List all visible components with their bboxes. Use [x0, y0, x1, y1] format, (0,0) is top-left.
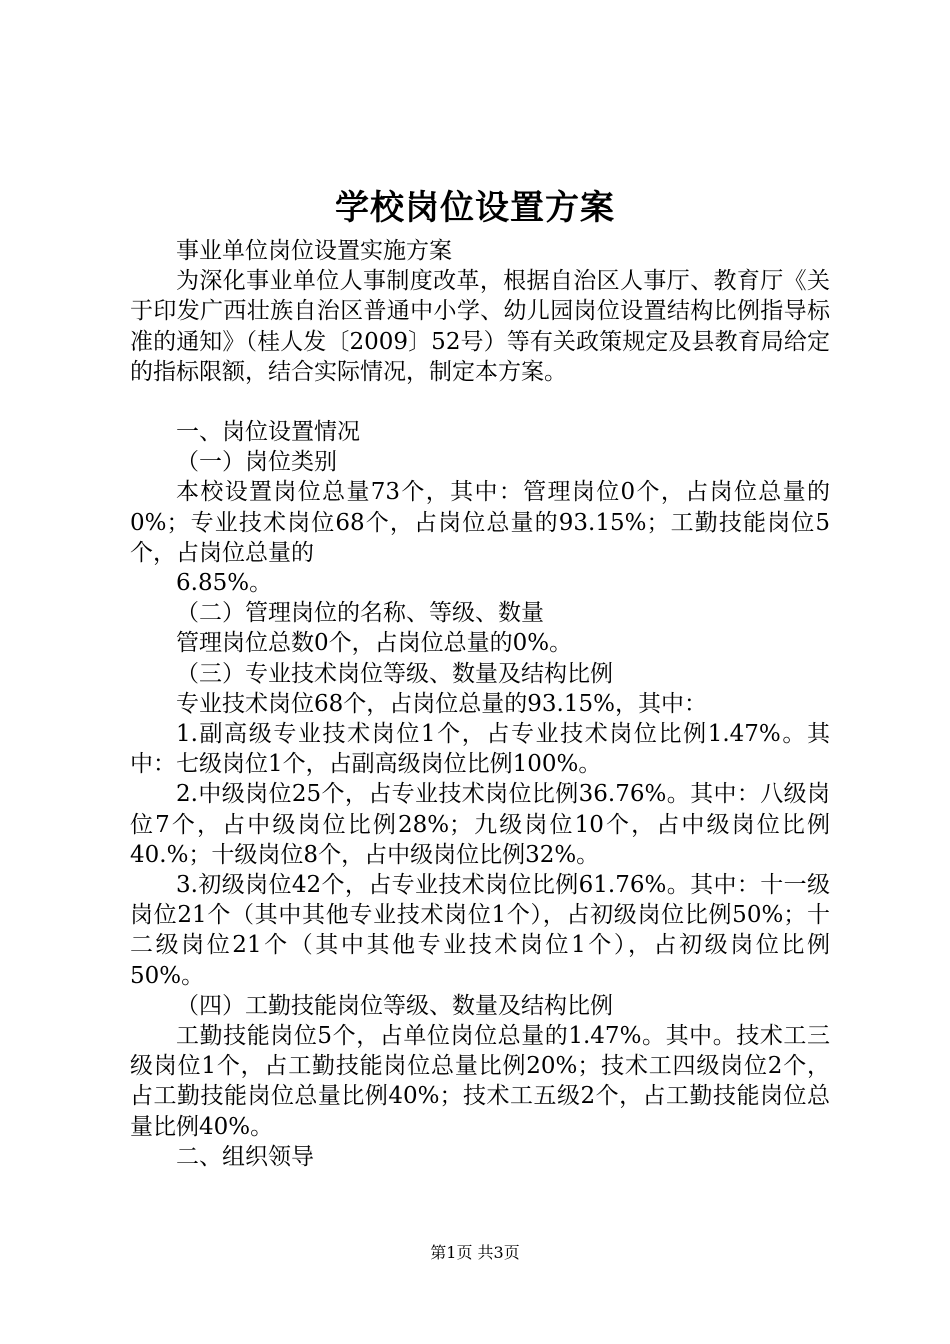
document-title: 学校岗位设置方案: [335, 188, 615, 228]
subsection-heading-1: （一）岗位类别: [176, 449, 337, 476]
paragraph-senior-level: 1.副高级专业技术岗位1个，占专业技术岗位比例1.47%。其中：七级岗位1个，占副高级岗位比例100%。: [130, 721, 830, 778]
paragraph-post-totals-cont: 6.85%。: [176, 570, 273, 597]
paragraph-intro: 为深化事业单位人事制度改革，根据自治区人事厅、教育厅《关于印发广西壮族自治区普通中小学、幼儿园岗位设置结构比例指导标准的通知》（桂人发〔2009〕52号）等有关政策规定及县教育局给定的指标限额，结合实际情况，制定本方案。: [130, 268, 830, 385]
document-body: [130, 236, 830, 1172]
paragraph-middle-level: 2.中级岗位25个，占专业技术岗位比例36.76%。其中：八级岗位7个，占中级岗位比例28%；九级岗位10个，占中级岗位比例40.%；十级岗位8个，占中级岗位比例32%。: [130, 781, 830, 868]
subsection-heading-2: （二）管理岗位的名称、等级、数量: [176, 600, 544, 627]
paragraph-technical-total: 专业技术岗位68个，占岗位总量的93.15%，其中：: [176, 690, 707, 717]
paragraph-management: 管理岗位总数0个，占岗位总量的0%。: [176, 630, 573, 657]
subsection-heading-4: （四）工勤技能岗位等级、数量及结构比例: [176, 992, 613, 1019]
page-footer: 第1页 共3页: [430, 1243, 520, 1262]
subsection-heading-3: （三）专业技术岗位等级、数量及结构比例: [176, 660, 613, 687]
section-heading-1: 一、岗位设置情况: [176, 419, 360, 446]
paragraph-junior-level: 3.初级岗位42个，占专业技术岗位比例61.76%。其中：十一级岗位21个（其中其他专业技术岗位1个），占初级岗位比例50%；十二级岗位21个（其中其他专业技术岗位1个），占初级岗位比例50%。: [130, 872, 830, 989]
paragraph-post-totals: 本校设置岗位总量73个，其中：管理岗位0个，占岗位总量的0%；专业技术岗位68个，占岗位总量的93.15%；工勤技能岗位5个，占岗位总量的: [130, 479, 830, 566]
paragraph-subtitle: 事业单位岗位设置实施方案: [176, 238, 452, 264]
section-heading-2: 二、组织领导: [176, 1143, 314, 1170]
paragraph-skilled-workers: 工勤技能岗位5个，占单位岗位总量的1.47%。其中。技术工三级岗位1个，占工勤技能岗位总量比例20%；技术工四级岗位2个，占工勤技能岗位总量比例40%；技术工五级2个，占工勤技能岗位总量比例40%。: [130, 1023, 830, 1140]
